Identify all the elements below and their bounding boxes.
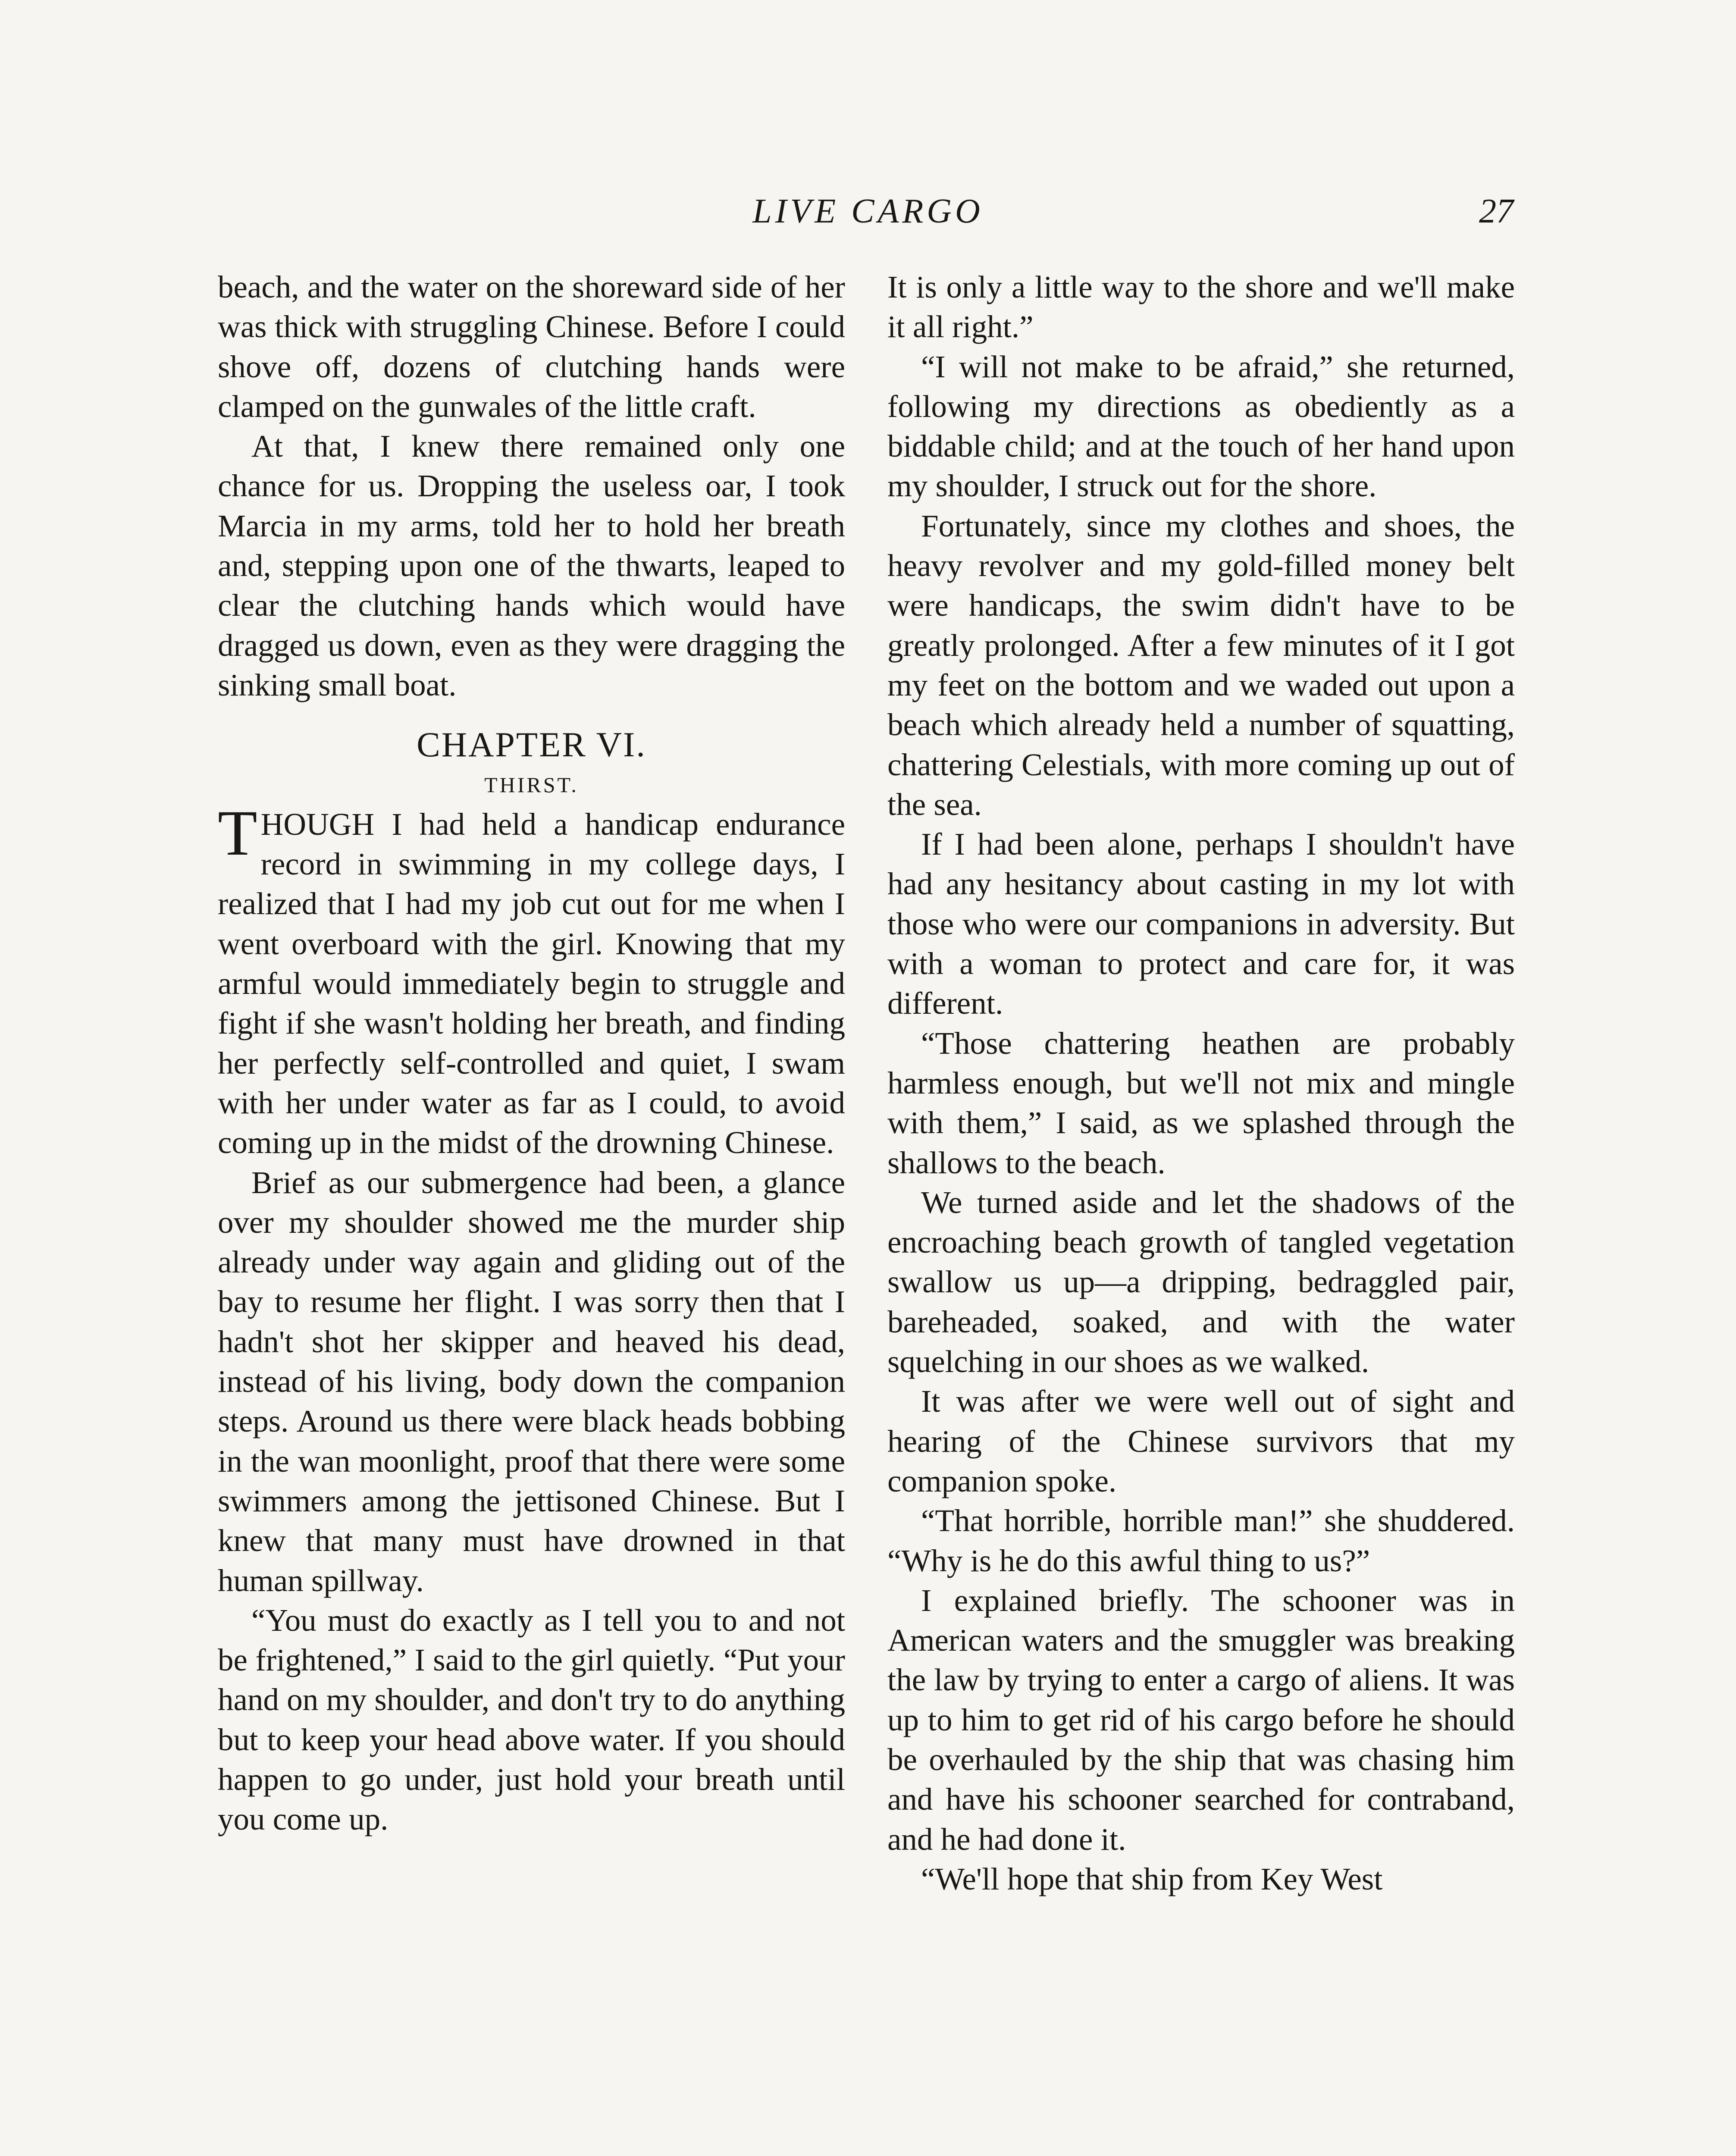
chapter-opening-paragraph bbox=[218, 797, 845, 1163]
left-column bbox=[218, 267, 845, 1839]
paragraph: We turned aside and let the shadows of the encroaching beach growth of tangled vegetation swallow us up—a dripping, bedraggled pair, bareheaded, soaked, and with the water squelching in our shoes as we walked. bbox=[887, 1185, 1515, 1379]
running-title: LIVE CARGO bbox=[752, 192, 984, 230]
paragraph: beach, and the water on the shoreward side of her was thick with struggling Chinese. Before I could shove off, dozens of clutching hands were clamped on the gunwales of the little craft. bbox=[218, 270, 845, 424]
paragraph-text: HOUGH I had held a handicap endurance record in swimming in my college days, I realized that I had my job cut out for me when I went overboard with the girl. Knowing that my armful would immediately begin to struggle and fight if she wasn't holding her breath, and finding her perfectly self-controlled and quiet, I swam with her under water as far as I could, to avoid coming up in the midst of the drowning Chinese. bbox=[218, 806, 845, 1160]
paragraph: It was after we were well out of sight and hearing of the Chinese survivors that my companion spoke. bbox=[887, 1384, 1515, 1498]
paragraph: “We'll hope that ship from Key West bbox=[921, 1861, 1383, 1896]
chapter-heading: CHAPTER VI. bbox=[417, 725, 646, 765]
paragraph: Brief as our submergence had been, a glance over my shoulder showed me the murder ship already under way again and gliding out of the bay to resume her flight. I was sorry then that I hadn't shot her skipper and heaved his dead, instead of his living, body down the companion steps. Around us there were black heads bobbing in the wan moonlight, proof that there were some swimmers among the jettisoned Chinese. But I knew that many must have drowned in that human spillway. bbox=[218, 1165, 845, 1598]
paragraph: At that, I knew there remained only one chance for us. Dropping the useless oar, I took Marcia in my arms, told her to hold her breath and, stepping upon one of the thwarts, leaped to clear the clutching hands which would have dragged us down, even as they were dragging the sinking small boat. bbox=[218, 429, 845, 702]
paragraph: “You must do exactly as I tell you to and not be frightened,” I said to the girl quietly. “Put your hand on my shoulder, and don't try to do anything but to keep your head above water. If you should happen to go under, just hold your breath until you come up. bbox=[218, 1602, 845, 1837]
paragraph: It is only a little way to the shore and we'll make it all right.” bbox=[887, 270, 1515, 345]
page-number: 27 bbox=[1479, 192, 1514, 230]
paragraph: Fortunately, since my clothes and shoes, the heavy revolver and my gold-filled money belt were handicaps, the swim didn't have to be greatly prolonged. After a few minutes of it I got my feet on the bottom and we waded out upon a beach which already held a number of squatting, chattering Celestials, with more coming up out of the sea. bbox=[887, 508, 1515, 822]
drop-cap: T bbox=[218, 797, 257, 869]
right-column bbox=[887, 267, 1515, 1899]
chapter-subtitle: THIRST. bbox=[484, 772, 579, 797]
paragraph: “I will not make to be afraid,” she returned, following my directions as obediently as a biddable child; and at the touch of her hand upon my shoulder, I struck out for the shore. bbox=[887, 349, 1515, 504]
paragraph: If I had been alone, perhaps I shouldn't have had any hesitancy about casting in my lot with those who were our companions in adversity. But with a woman to protect and care for, it was different. bbox=[887, 827, 1515, 1021]
paragraph: “Those chattering heathen are probably harmless enough, but we'll not mix and mingle with them,” I said, as we splashed through the shallows to the beach. bbox=[887, 1025, 1515, 1180]
paragraph: “That horrible, horrible man!” she shuddered. “Why is he do this awful thing to us?” bbox=[887, 1503, 1515, 1578]
paragraph: I explained briefly. The schooner was in American waters and the smuggler was breaking the law by trying to enter a cargo of aliens. It was up to him to get rid of his cargo before he should be overhauled by the ship that was chasing him and have his schooner searched for contraband, and he had done it. bbox=[887, 1583, 1515, 1857]
